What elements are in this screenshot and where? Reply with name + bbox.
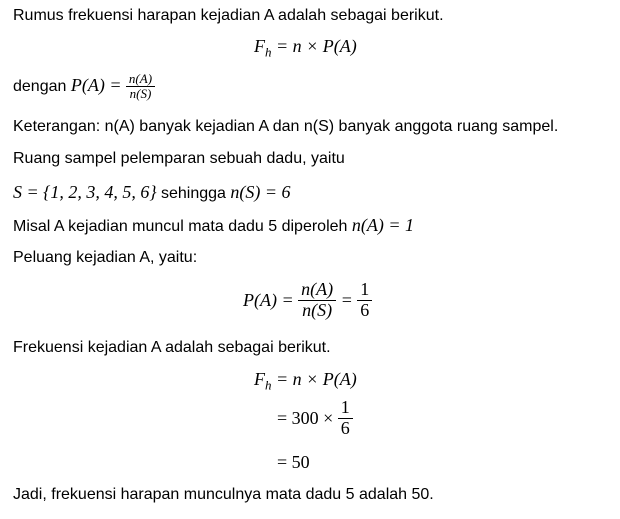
calc-line-2 <box>277 398 353 439</box>
calc-line1-rhs: = n × P(A) <box>276 369 357 389</box>
sample-space-line <box>13 182 291 204</box>
calc-line-1 <box>254 369 357 394</box>
sample-space-set: S = {1, 2, 3, 4, 5, 6} <box>13 182 157 202</box>
intro-text: Rumus frekuensi harapan kejadian A adalah sebagai berikut. <box>13 7 444 24</box>
peluang-text: Peluang kejadian A, yaitu: <box>13 249 198 266</box>
calc-fraction <box>338 398 353 439</box>
dengan-label: dengan <box>13 78 67 96</box>
sample-space-mid: sehingga <box>161 185 226 202</box>
dengan-den: n(S) <box>129 86 152 102</box>
keterangan-text: Keterangan: n(A) banyak kejadian A dan n(S) banyak anggota ruang sampel. <box>13 118 559 135</box>
prob-num2: 1 <box>360 279 370 299</box>
calc-sub: h <box>265 377 272 393</box>
misal-text: Misal A kejadian muncul mata dadu 5 diperoleh <box>13 218 348 235</box>
prob-den2: 6 <box>360 299 370 320</box>
calc-den: 6 <box>340 417 350 438</box>
prob-lhs: P(A) = <box>243 289 294 310</box>
probability-formula <box>243 280 372 321</box>
ruang-sampel-text: Ruang sampel pelemparan sebuah dadu, yaitu <box>13 150 345 167</box>
calc-f: F <box>254 369 265 389</box>
dengan-line <box>13 72 155 102</box>
prob-fraction-1 <box>298 280 336 321</box>
prob-den1: n(S) <box>302 299 333 320</box>
calc-num: 1 <box>340 397 350 417</box>
main-formula <box>254 36 357 61</box>
prob-fraction-2 <box>357 280 372 321</box>
sample-space-ns: n(S) = 6 <box>230 182 291 202</box>
calc-line2-pre: = 300 × <box>277 407 334 428</box>
misal-line <box>13 215 414 237</box>
formula-sub: h <box>265 44 272 60</box>
prob-num1: n(A) <box>301 279 334 299</box>
formula-rhs: = n × P(A) <box>276 36 357 56</box>
prob-eq: = <box>340 289 353 310</box>
calc-line-3: = 50 <box>277 452 310 472</box>
dengan-num: n(A) <box>128 71 153 86</box>
conclusion-text: Jadi, frekuensi harapan munculnya mata dadu 5 adalah 50. <box>13 486 434 503</box>
misal-value: n(A) = 1 <box>351 215 415 235</box>
dengan-lhs: P(A) = <box>70 75 122 96</box>
frekuensi-intro-text: Frekuensi kejadian A adalah sebagai berikut. <box>13 339 331 356</box>
dengan-fraction <box>126 72 155 102</box>
formula-f: F <box>254 36 265 56</box>
